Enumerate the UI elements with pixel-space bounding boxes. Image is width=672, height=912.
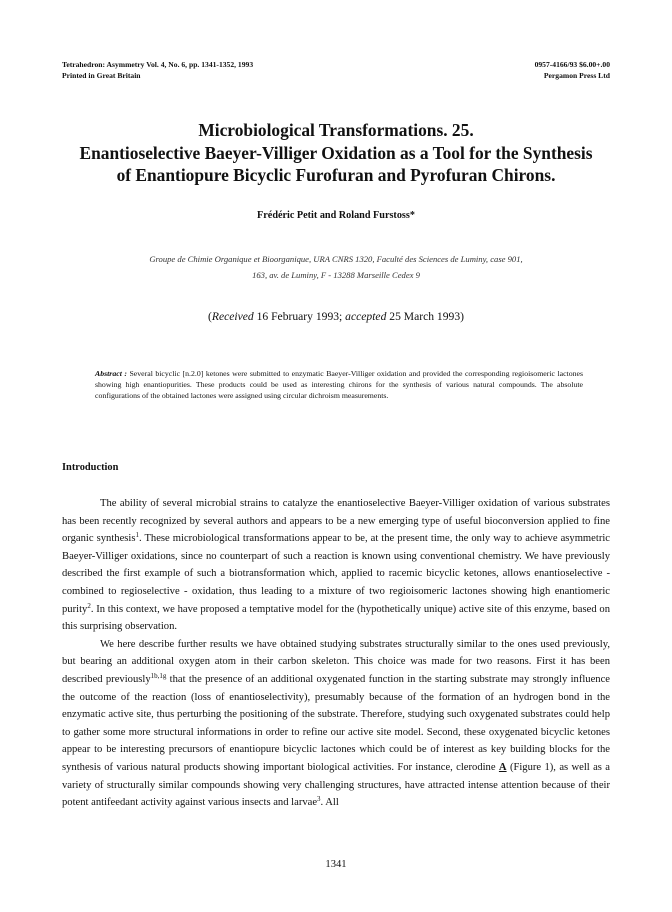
affiliation: [30, 251, 642, 283]
accepted-label: accepted: [345, 310, 387, 323]
abstract: [95, 368, 583, 402]
printed-line: Printed in Great Britain: [62, 71, 141, 80]
journal-code: [535, 59, 610, 81]
abstract-text: Several bicyclic [n.2.0] ketones were submitted to enzymatic Baeyer-Villiger oxidation and provided the corresponding regioisomeric lactones showing high enantiopurities. These products could be used as interesting chirons for the synthesis of various natural compounds. The absolute configurations of the obtained lactones were assigned using circular dichroism measurements.: [95, 369, 583, 401]
body-text: [62, 495, 610, 812]
affiliation-line-2: 163, av. de Luminy, F - 13288 Marseille Cedex 9: [252, 270, 420, 280]
p2-text-b: that the presence of an additional oxygenated function in the starting substrate may strongly influence the outcome of the reaction (loss of enantioselectivity), presumably because of the formation of an hydrogen bond in the enzymatic active site, thus perturbing the positioning of the substrate. Therefore, studying such oxygenated substrates could help to gather some more structural informations in order to refine our active site model. Second, these oxygenated bicyclic ketones appear to be interesting precursors of enantiopure bicyclic lactones which could be of interest as key building blocks for the synthesis of various natural products showing important biological activities. For instance, clerodine: [62, 673, 611, 773]
journal-line: Tetrahedron: Asymmetry Vol. 4, No. 6, pp. 1341-1352, 1993: [62, 60, 254, 69]
title-line-1: Microbiological Transformations. 25.: [198, 120, 474, 140]
received-dates: [0, 310, 672, 323]
reference-1: 1: [135, 531, 139, 540]
page-number: 1341: [325, 859, 347, 870]
journal-citation: [62, 59, 253, 81]
received-label: Received: [211, 310, 254, 323]
title-line-3: of Enantiopure Bicyclic Furofuran and Pyrofuran Chirons.: [116, 165, 556, 185]
p1-text-b: . These microbiological transformations appear to be, at the present time, the only way to achieve asymmetric Baeyer-Villiger oxidations, since no counterpart of such a reaction is known using conventional chemistry. We have previously described the first example of such a biotransformation which, applied to racemic bicyclic ketones, allows enantioselective - combined to regioselective - oxidation, thus leading to a mixture of two regioisomeric lactones showing high enantiomeric purity: [62, 533, 610, 615]
p2-text-c: (Figure 1), as well as a variety of structurally similar compounds showing very challenging structures, have attracted intense attention because of their potent antifeedant activity against various insects and larvae: [62, 761, 610, 809]
article-title: [40, 119, 632, 187]
section-heading-introduction: Introduction: [62, 462, 119, 473]
reference-1b-1g: 1b,1g: [150, 671, 167, 680]
accepted-date: 25 March 1993): [386, 310, 464, 323]
reference-3: 3: [317, 795, 321, 804]
p1-text-c: . In this context, we have proposed a temptative model for the (hypothetically unique) active site of this enzyme, based on this surprising observation.: [62, 603, 610, 633]
abstract-label: Abstract :: [95, 369, 127, 378]
p2-text-a: We here describe further results we have obtained studying substrates structurally similar to the ones used previously, but bearing an additional oxygen atom in their carbon skeleton. This choice was made for two reasons. First it has been described previously: [62, 638, 610, 685]
received-open: (: [208, 310, 212, 323]
received-date: 16 February 1993;: [253, 310, 346, 323]
authors: Frédéric Petit and Roland Furstoss*: [257, 210, 415, 221]
publisher-line: Pergamon Press Ltd: [543, 71, 610, 80]
code-line: 0957-4166/93 $6.00+.00: [534, 60, 610, 69]
paragraph-1: [62, 495, 610, 636]
affiliation-line-1: Groupe de Chimie Organique et Bioorganique, URA CNRS 1320, Faculté des Sciences de Luminy, case 901,: [149, 254, 523, 264]
paragraph-2: [62, 636, 610, 812]
reference-2: 2: [87, 601, 91, 610]
compound-a-label: A: [498, 761, 507, 773]
title-line-2: Enantioselective Baeyer-Villiger Oxidation as a Tool for the Synthesis: [79, 142, 593, 163]
p1-text-a: The ability of several microbial strains to catalyze the enantioselective Baeyer-Villiger oxidation of various substrates has been recently recognized by several authors and appears to be a new emerging type of useful bioconversion applied to fine organic synthesis: [62, 498, 610, 545]
p2-text-d: . All: [320, 797, 339, 809]
